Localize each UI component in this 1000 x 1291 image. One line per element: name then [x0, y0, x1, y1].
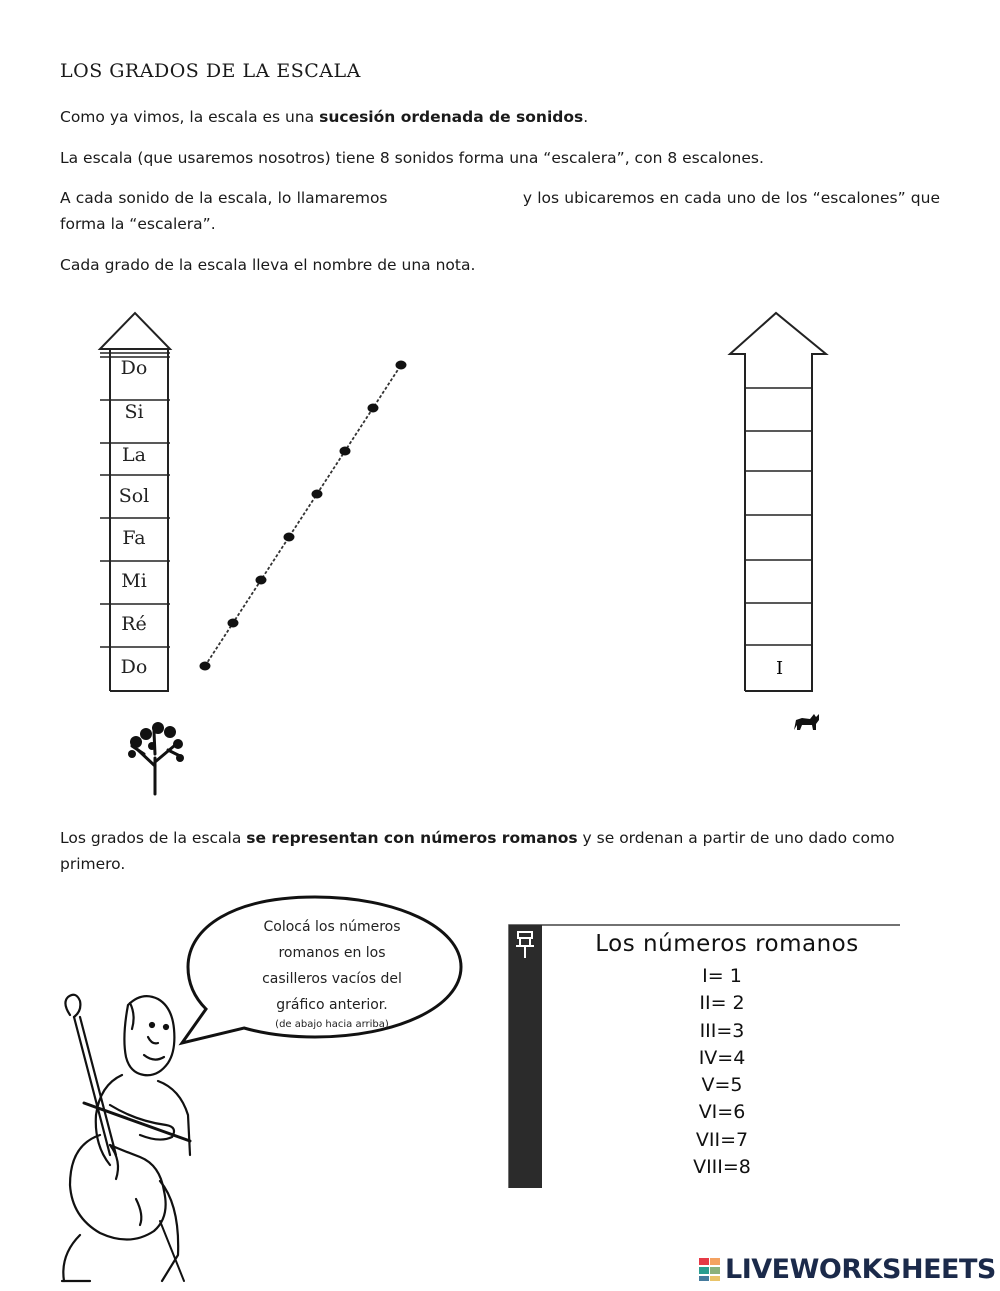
paragraph-scale: La escala (que usaremos nosotros) tiene 8 sonidos forma una “escalera”, con 8 escalones. — [60, 149, 764, 167]
roman-answer-input[interactable] — [745, 471, 814, 517]
speech-bubble-text — [232, 914, 432, 1032]
ladder-note: Fa — [122, 527, 146, 549]
answer-blank[interactable] — [393, 189, 518, 209]
roman-answer-cell[interactable] — [745, 645, 810, 689]
brand-text: LIVEWORKSHEETS — [725, 1253, 996, 1285]
scale-dot — [256, 576, 267, 585]
roman-numeral-item: VI=6 — [698, 1101, 746, 1124]
page-title: LOS GRADOS DE LA ESCALA — [60, 60, 361, 82]
ladder-note: Mi — [121, 570, 147, 592]
roman-answer-cell[interactable] — [745, 355, 810, 388]
roman-numeral-item: IV=4 — [698, 1046, 746, 1069]
roman-answer-cell[interactable] — [745, 471, 810, 515]
roman-answer-input[interactable] — [745, 355, 814, 390]
scale-dot — [368, 404, 379, 413]
paragraph-text: . — [583, 108, 589, 126]
paragraph-bold: sucesión ordenada de sonidos — [319, 108, 584, 126]
roman-answer-cell[interactable] — [745, 603, 810, 645]
roman-answer-cell[interactable] — [745, 515, 810, 560]
roman-answer-input[interactable] — [745, 560, 814, 605]
ladder-note: Do — [120, 656, 148, 678]
paragraph-intro — [60, 104, 940, 130]
roman-answer-input[interactable] — [745, 645, 814, 691]
scale-dot — [396, 361, 407, 370]
paragraph-text: y los ubicaremos en cada uno de los “escalones” que forma la “escalera”. — [60, 189, 940, 233]
roman-numeral-item: I= 1 — [702, 965, 742, 987]
ladder-note: Do — [120, 357, 148, 379]
scale-dot — [340, 447, 351, 456]
roman-answer-cell[interactable] — [745, 560, 810, 603]
bubble-line: romanos en los — [278, 945, 386, 961]
paragraph-text: A cada sonido de la escala, lo llamaremos — [60, 189, 388, 207]
scale-dot — [284, 533, 295, 542]
paragraph-roman — [60, 825, 940, 877]
paragraph-note-names: Cada grado de la escala lleva el nombre de una nota. — [60, 256, 476, 274]
roman-numerals-list — [572, 963, 872, 1181]
paragraph-text: y se ordenan a partir de uno dado como primero. — [60, 829, 895, 873]
roman-numeral-item: VIII=8 — [693, 1156, 751, 1179]
cat-icon — [792, 710, 822, 732]
roman-answer-cell[interactable] — [745, 388, 810, 431]
bubble-line: casilleros vacíos del — [262, 971, 402, 987]
paragraph-text: Como ya vimos, la escala es una — [60, 108, 320, 126]
roman-answer-input[interactable] — [745, 388, 814, 433]
ladder-note: La — [122, 444, 146, 466]
ascending-scale-line — [195, 355, 415, 675]
liveworksheets-logo — [697, 1254, 996, 1284]
paragraph-bold: se representan con números romanos — [246, 829, 578, 847]
scale-dot — [200, 662, 211, 671]
bubble-line: Colocá los números — [263, 919, 401, 935]
tree-icon — [124, 718, 186, 796]
scale-dot — [228, 619, 239, 628]
roman-answer-input[interactable] — [745, 431, 814, 473]
roman-numeral-item: V=5 — [701, 1074, 743, 1097]
ladder-note: Si — [124, 401, 144, 423]
roman-answer-input[interactable] — [745, 515, 814, 562]
bubble-note: (de abajo hacia arriba) — [275, 1019, 389, 1030]
roman-numeral-item: VII=7 — [695, 1128, 749, 1151]
bubble-line: gráfico anterior. — [276, 997, 388, 1013]
ladder-note: Ré — [121, 613, 147, 635]
logo-icon — [697, 1256, 723, 1282]
ladder-note: Sol — [118, 485, 150, 507]
roman-numeral-item: II= 2 — [699, 992, 745, 1015]
paragraph-degrees — [60, 185, 940, 237]
card-title: Los números romanos — [595, 931, 859, 957]
roman-answer-cell[interactable] — [745, 431, 810, 471]
paragraph-text: Los grados de la escala — [60, 829, 247, 847]
scale-dot — [312, 490, 323, 499]
roman-numeral-item: III=3 — [699, 1019, 745, 1042]
roman-answer-input[interactable] — [745, 603, 814, 647]
